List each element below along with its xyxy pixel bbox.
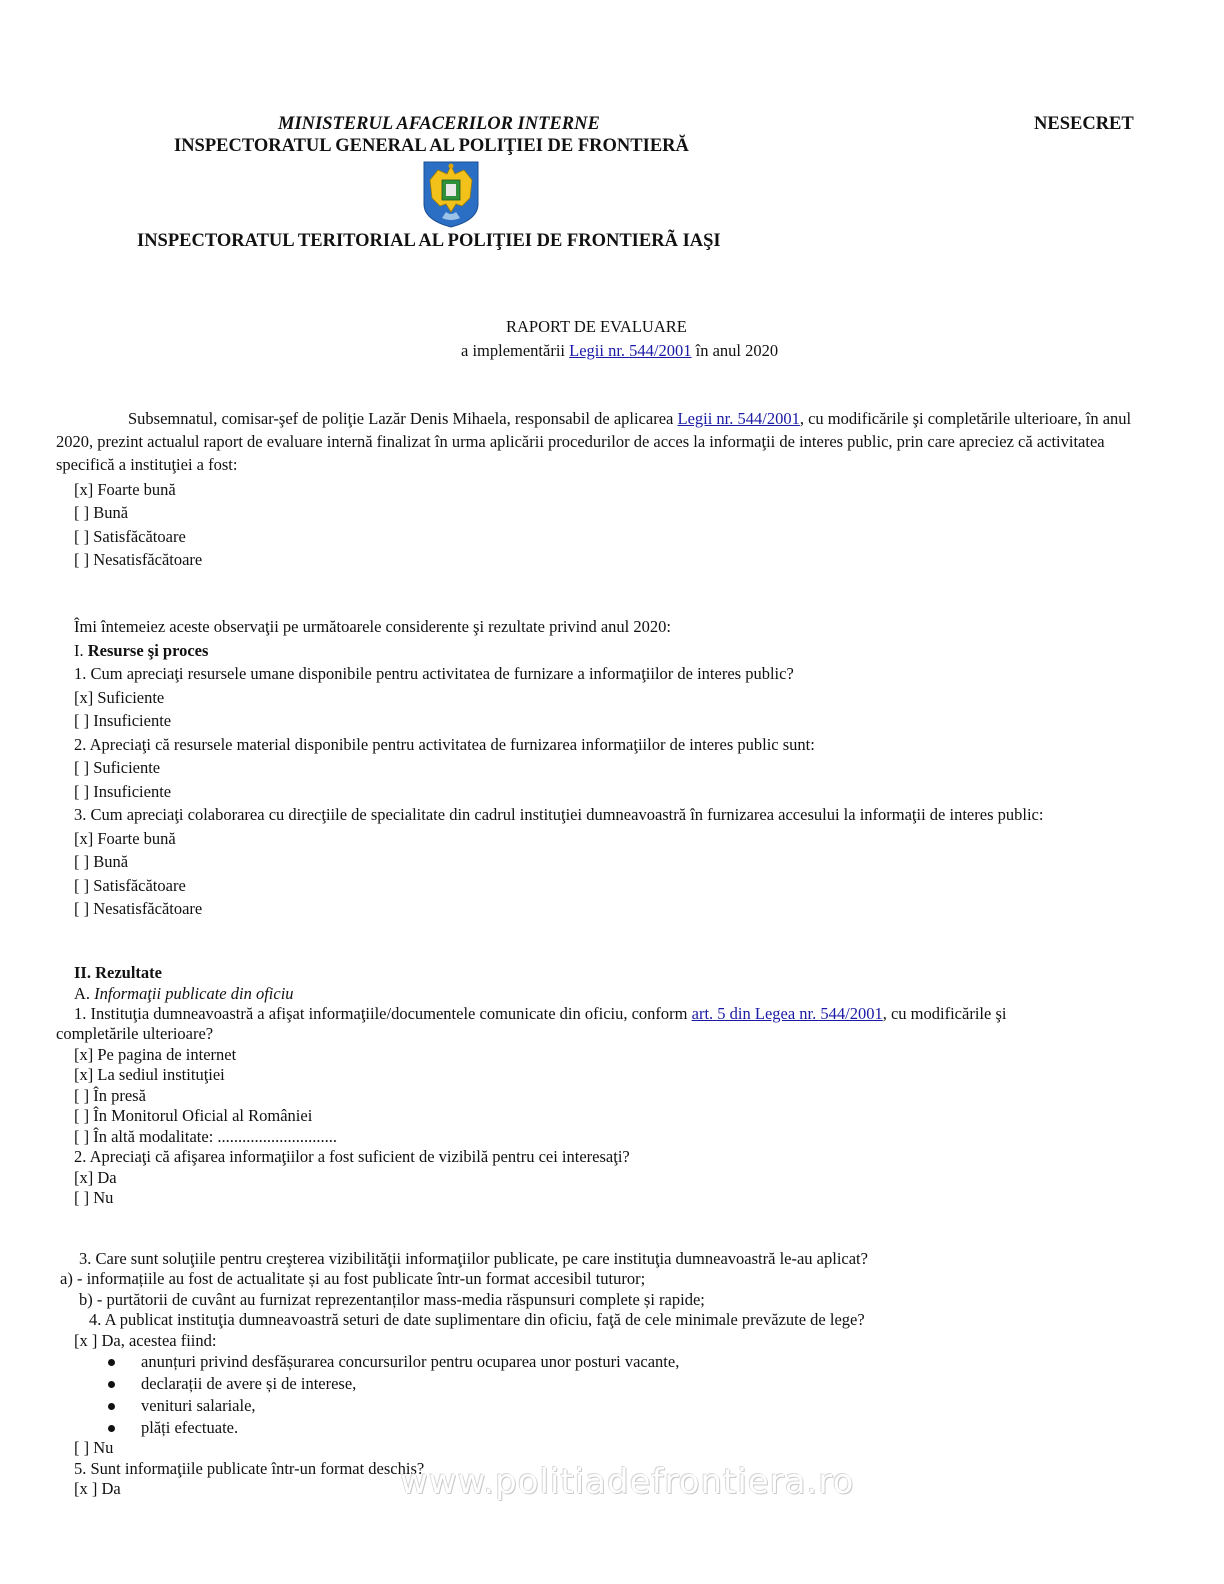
rating-option: [ ] Nesatisfăcătoare: [74, 550, 203, 569]
bullet-text: declarații de avere și de interese,: [141, 1374, 357, 1393]
q3-answer: b) - purtătorii de cuvânt au furnizat reprezentanților mass-media răspunsuri complete și rapide;: [79, 1290, 705, 1309]
section-1-numeral: I.: [74, 641, 88, 660]
article-5-link[interactable]: art. 5 din Legea nr. 544/2001: [691, 1004, 883, 1023]
q4-bullet-item: [141, 1351, 679, 1372]
website-watermark: www.politiadefrontiera.ro: [400, 1462, 855, 1502]
s2-q1-option: [x] La sediul instituţiei: [74, 1065, 225, 1084]
section-2-question-3: 3. Care sunt soluţiile pentru creşterea vizibilităţii informaţiilor publicate, pe care instituţia dumneavoastră le-au aplicat?: [79, 1249, 868, 1268]
rating-option: [x] Foarte bună: [74, 480, 176, 499]
q1-option: [ ] Insuficiente: [74, 711, 172, 730]
basis-statement: Îmi întemeiez aceste observaţii pe următoarele considerente şi rezultate privind anul 2020:: [74, 617, 671, 636]
q3-answer: a) - informațiile au fost de actualitate și au fost publicate într-un format accesibil tuturor;: [60, 1269, 646, 1288]
general-inspectorate-heading: INSPECTORATUL GENERAL AL POLIŢIEI DE FRONTIERĂ: [174, 136, 689, 156]
bullet-text: plăți efectuate.: [141, 1418, 239, 1437]
question-2: 2. Apreciaţi că resursele material disponibile pentru activitatea de furnizarea informaţiilor de interes public sunt:: [74, 735, 815, 754]
q1-text-cont: , cu modificările şi: [882, 1004, 1007, 1023]
section-1-title: Resurse şi proces: [87, 641, 209, 660]
rating-option: [ ] Bună: [74, 503, 129, 522]
bullet-icon: [108, 1403, 115, 1410]
section-2-question-1: [74, 1003, 1006, 1024]
q3-option: [ ] Nesatisfăcătoare: [74, 899, 203, 918]
classification-label: NESECRET: [1034, 114, 1134, 134]
subsection-prefix: A.: [74, 984, 95, 1003]
q1-text: 1. Instituţia dumneavoastră a afişat informaţiile/documentele comunicate din oficiu, conform: [74, 1004, 692, 1023]
q2-option: [ ] Insuficiente: [74, 782, 172, 801]
q4-bullet-item: [141, 1373, 356, 1394]
q4-bullet-item: [141, 1417, 238, 1438]
subsection-title: Informaţii publicate din oficiu: [94, 984, 294, 1003]
intro-law-link[interactable]: Legii nr. 544/2001: [677, 409, 800, 428]
report-subtitle: [461, 341, 778, 361]
bullet-icon: [108, 1359, 115, 1366]
bullet-icon: [108, 1425, 115, 1432]
section-2-question-2: 2. Apreciaţi că afişarea informaţiilor a fost suficient de vizibilă pentru cei interesaţi?: [74, 1147, 630, 1166]
q5-yes-option: [x ] Da: [74, 1479, 121, 1498]
s2-q2-option: [ ] Nu: [74, 1188, 114, 1207]
territorial-inspectorate-heading: INSPECTORATUL TERITORIAL AL POLIŢIEI DE FRONTIERÃ IAŞI: [137, 231, 721, 251]
q3-option: [x] Foarte bună: [74, 829, 176, 848]
question-3: 3. Cum apreciaţi colaborarea cu direcţiile de specialitate din cadrul instituţiei dumneavoastră în furnizarea accesului la informaţii de interes public:: [74, 805, 1044, 824]
section-2-heading: II. Rezultate: [74, 963, 162, 982]
q1-option: [x] Suficiente: [74, 688, 165, 707]
law-link[interactable]: Legii nr. 544/2001: [569, 341, 692, 360]
q3-option: [ ] Satisfăcătoare: [74, 876, 186, 895]
subsection-a-heading: [74, 983, 294, 1004]
s2-q1-option: [ ] În Monitorul Oficial al României: [74, 1106, 313, 1125]
report-title: RAPORT DE EVALUARE: [506, 317, 687, 336]
subtitle-suffix: în anul 2020: [691, 341, 779, 360]
section-2-question-5: 5. Sunt informaţiile publicate într-un format deschis?: [74, 1459, 425, 1478]
q2-option: [ ] Suficiente: [74, 758, 161, 777]
question-1: 1. Cum apreciaţi resursele umane disponibile pentru activitatea de furnizare a informaţiilor de interes public?: [74, 664, 794, 683]
s2-q1-option: [ ] În altă modalitate: .............................: [74, 1127, 338, 1146]
bullet-text: venituri salariale,: [141, 1396, 256, 1415]
section-2-question-4: 4. A publicat instituţia dumneavoastră seturi de date suplimentare din oficiu, faţă de cele minimale prevăzute de lege?: [89, 1310, 865, 1329]
q4-bullet-item: [141, 1395, 256, 1416]
section-1-heading: [74, 639, 208, 662]
intro-text-cont: , cu modificările şi completările ulterioare, în anul 2020, prezint actualul raport de evaluare internă finalizat în urma aplicării procedurilor de acces la informaţii de interes public, prin care apreciez că activitatea specifică a instituţiei a fost:: [56, 409, 1132, 474]
q3-option: [ ] Bună: [74, 852, 129, 871]
ministry-heading: MINISTERUL AFACERILOR INTERNE: [278, 114, 600, 134]
s2-q2-option: [x] Da: [74, 1168, 117, 1187]
romanian-crest-icon: [420, 160, 482, 228]
intro-paragraph: [56, 407, 1136, 476]
s2-q1-option: [x] Pe pagina de internet: [74, 1045, 237, 1064]
rating-option: [ ] Satisfăcătoare: [74, 527, 186, 546]
subtitle-prefix: a implementării: [461, 341, 570, 360]
q4-no-option: [ ] Nu: [74, 1438, 114, 1457]
s2-q1-option: [ ] În presă: [74, 1086, 146, 1105]
bullet-icon: [108, 1381, 115, 1388]
bullet-text: anunțuri privind desfășurarea concursurilor pentru ocuparea unor posturi vacante,: [141, 1352, 680, 1371]
intro-text: Subsemnatul, comisar-şef de poliţie Lazăr Denis Mihaela, responsabil de aplicarea: [128, 409, 678, 428]
q4-yes-option: [x ] Da, acestea fiind:: [74, 1331, 217, 1350]
section-2-question-1-cont: completările ulterioare?: [56, 1024, 214, 1043]
